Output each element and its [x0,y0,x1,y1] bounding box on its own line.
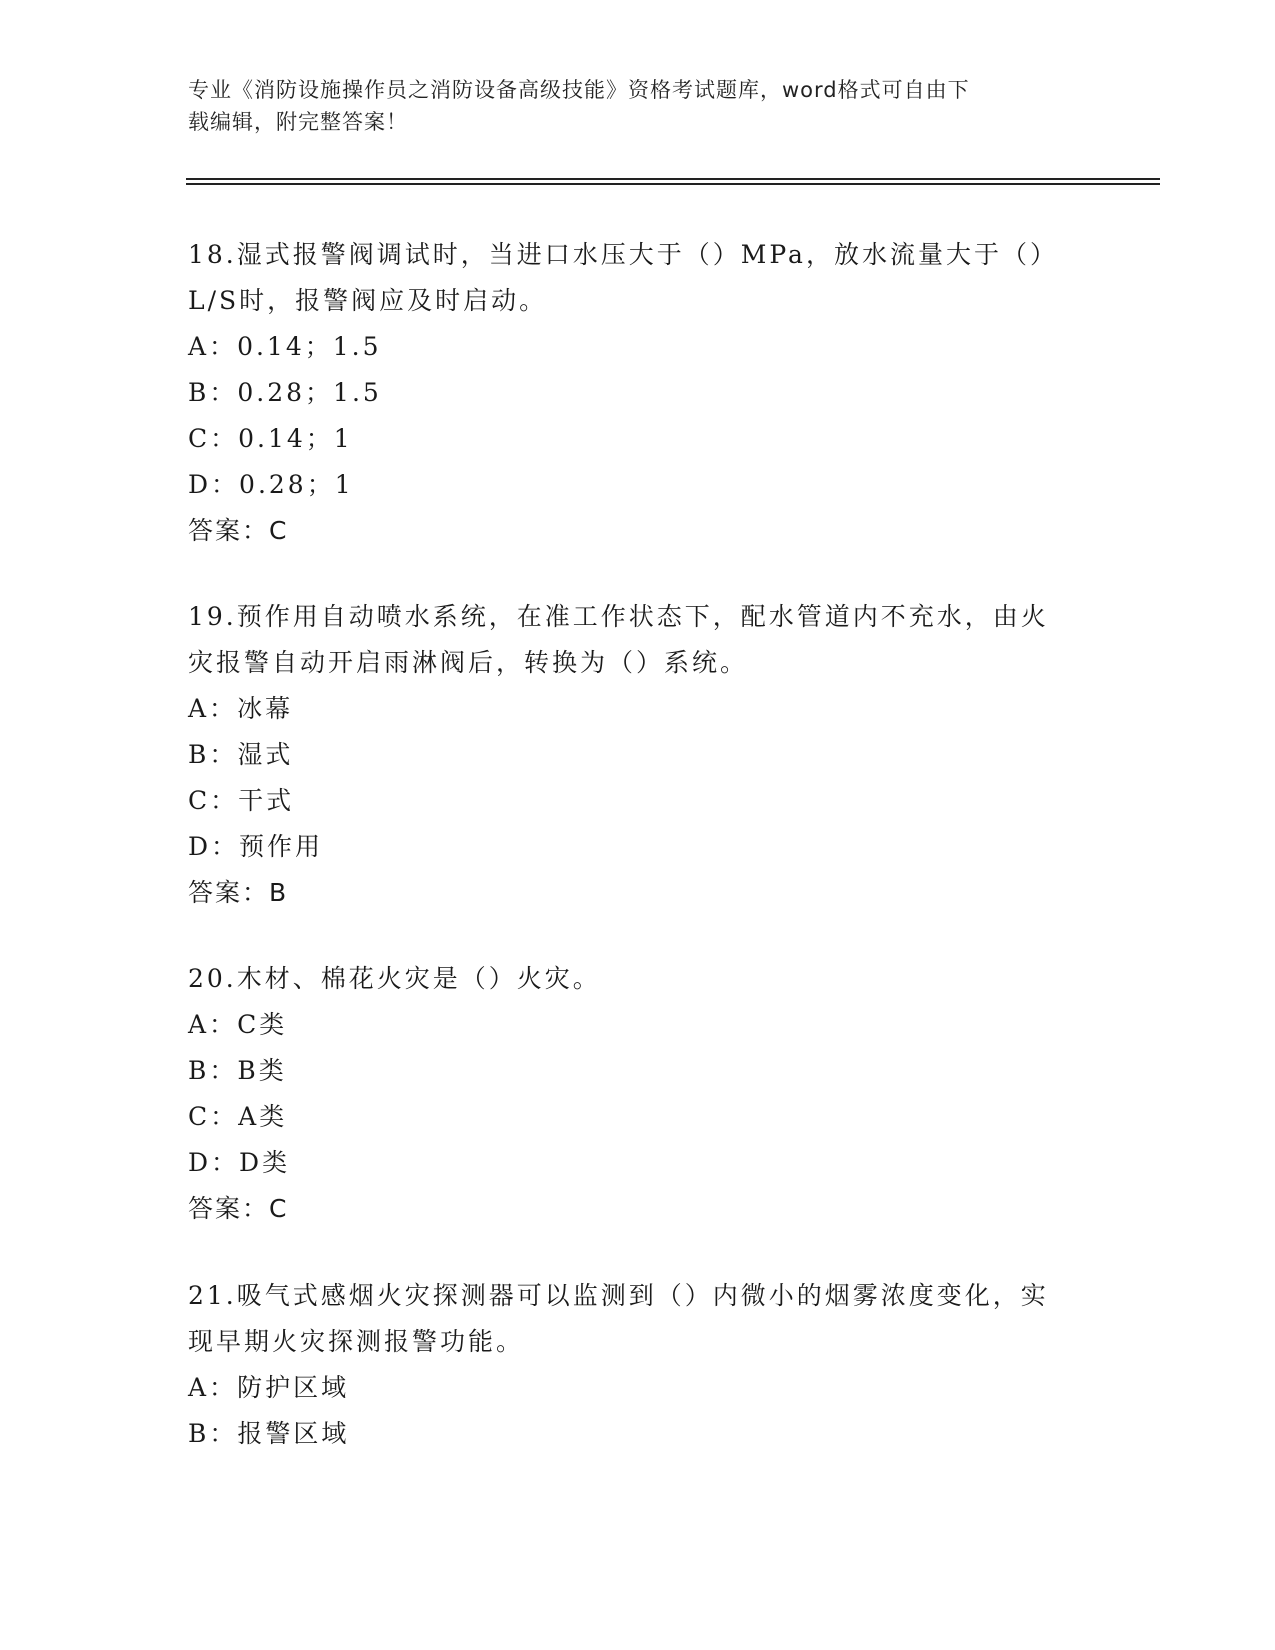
option-b [188,732,1088,778]
option-key: A： [188,694,238,723]
option-key: B： [188,740,238,769]
option-text: 湿式 [237,740,294,769]
header-divider-bottom [186,183,1160,185]
option-text: A类 [238,1102,288,1131]
question-stem-line-2: L/S时，报警阀应及时启动。 [188,286,548,315]
question-stem-line-1: 20.木材、棉花火灾是（）火灾。 [188,964,601,993]
option-text: 冰幕 [237,694,294,723]
option-d [188,824,1088,870]
option-text: B类 [237,1056,287,1085]
answer: 答案：B [188,878,289,907]
option-key: A： [188,1010,238,1039]
option-text: 干式 [238,786,295,815]
option-key: D： [188,832,240,861]
option-b [188,370,1088,416]
option-key: C： [188,1102,239,1131]
question-stem-line-2: 现早期火灾探测报警功能。 [188,1327,525,1356]
option-text: 0.14；1 [238,424,353,453]
option-d [188,1140,1088,1186]
answer: 答案：C [188,1194,289,1223]
question-stem-line-1: 19.预作用自动喷水系统，在准工作状态下，配水管道内不充水，由火 [188,602,1049,631]
question-18 [188,232,1088,554]
option-c [188,778,1088,824]
option-key: D： [188,470,240,499]
option-a [188,686,1088,732]
option-a [188,1365,1088,1411]
header-line-1: 专业《消防设施操作员之消防设备高级技能》资格考试题库，word格式可自由下 [188,78,970,102]
header-divider-top [186,178,1160,180]
option-text: 0.14；1.5 [237,332,382,361]
option-key: C： [188,786,239,815]
option-b [188,1411,1088,1457]
option-key: B： [188,1056,238,1085]
option-text: 防护区域 [237,1373,350,1402]
question-stem-line-2: 灾报警自动开启雨淋阀后，转换为（）系统。 [188,648,749,677]
option-c [188,416,1088,462]
option-text: D类 [239,1148,291,1177]
option-key: D： [188,1148,240,1177]
option-b [188,1048,1088,1094]
question-stem-line-1: 18.湿式报警阀调试时，当进口水压大于（）MPa，放水流量大于（） [188,240,1058,269]
question-19 [188,594,1088,916]
option-text: 0.28；1.5 [237,378,382,407]
option-d [188,462,1088,508]
answer: 答案：C [188,516,289,545]
option-key: B： [188,378,238,407]
option-key: A： [188,332,238,361]
option-a [188,324,1088,370]
question-21 [188,1273,1088,1457]
option-text: 报警区域 [237,1419,350,1448]
question-stem-line-1: 21.吸气式感烟火灾探测器可以监测到（）内微小的烟雾浓度变化，实 [188,1281,1049,1310]
option-text: 预作用 [239,832,324,861]
option-text: C类 [237,1010,288,1039]
document-header [188,74,1088,138]
question-20 [188,956,1088,1232]
option-key: A： [188,1373,238,1402]
option-text: 0.28；1 [239,470,354,499]
option-key: C： [188,424,239,453]
option-key: B： [188,1419,238,1448]
header-line-2: 载编辑，附完整答案！ [188,110,408,134]
option-c [188,1094,1088,1140]
option-a [188,1002,1088,1048]
